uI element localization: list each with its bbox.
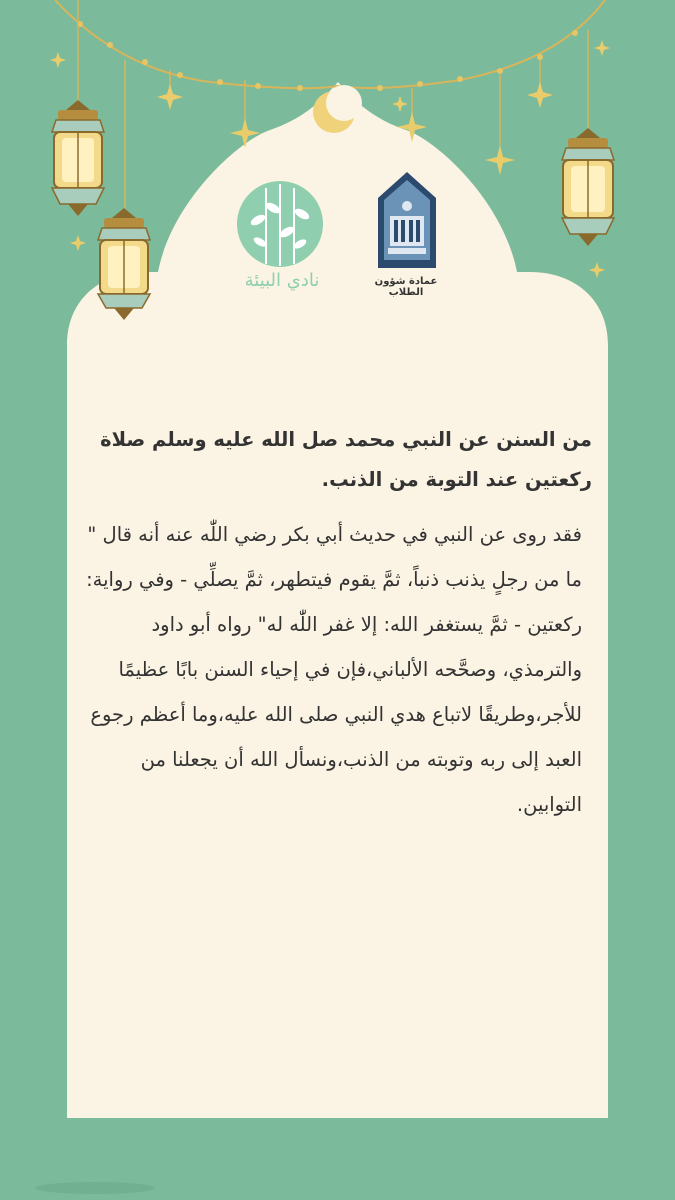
body-paragraph: فقد روى عن النبي في حديث أبي بكر رضي اللّٰه عنه أنه قال " ما من رجلٍ يذنب ذنباً، ثمَّ يقوم فيتطهر، ثمَّ يصلِّي - وفي رواية: ركعتين - ثمَّ يستغفر الله: إلا غفر اللّٰه له" رواه أبو داود والترمذي، وصحَّحه الألباني،فإن في إحياء السنن بابًا عظيمًا للأجر،وطريقًا لاتباع هدي النبي صلى الله عليه،وما أعظم رجوع العبد إلى ربه وتوبته من الذنب،ونسأل الله أن يجعلنا من التوابين. (86, 523, 582, 816)
shadow (35, 1182, 155, 1194)
article-text (82, 420, 592, 827)
environment-club-logo (236, 180, 324, 268)
university-logo (378, 172, 436, 268)
department-name: عمادة شؤون الطلاب (374, 276, 438, 298)
club-name: نادي البيئة (244, 270, 320, 291)
logos-area (0, 0, 675, 330)
intro-paragraph: من السنن عن النبي محمد صل الله عليه وسلم صلاة ركعتين عند التوبة من الذنب. (100, 428, 592, 491)
